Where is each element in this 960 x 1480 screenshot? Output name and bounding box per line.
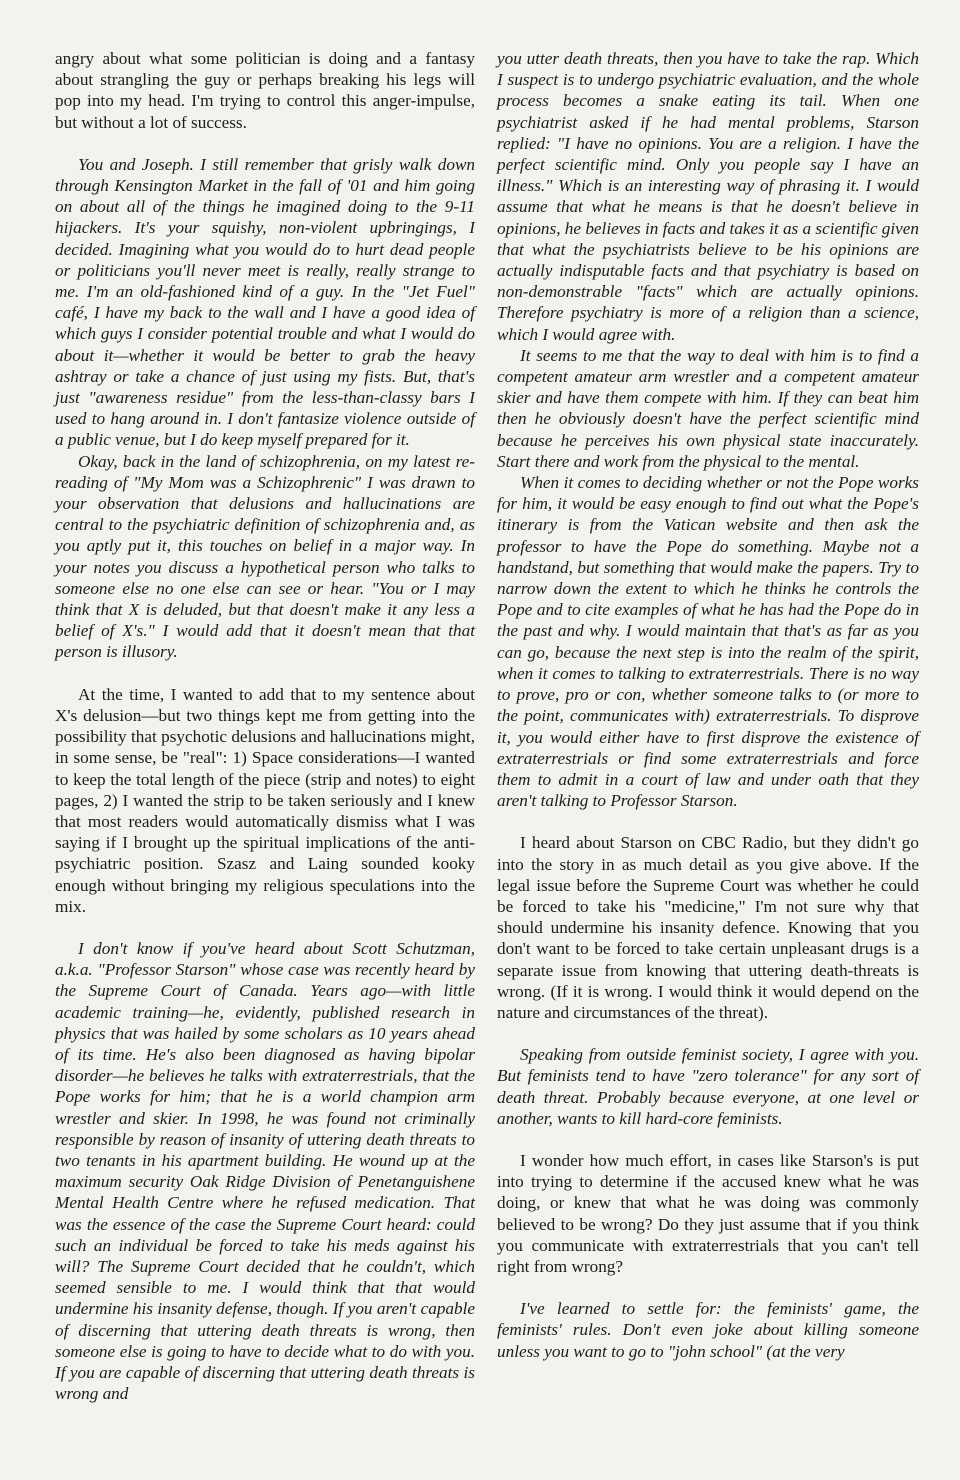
paragraph-gap [497,1277,919,1298]
paragraph-gap [55,133,475,154]
paragraph: angry about what some politician is doing and a fantasy about strangling the guy or perhaps breaking his legs will pop into my head. I'm trying to control this anger-impulse, but without a lot of success. [55,49,475,132]
paragraph: you utter death threats, then you have to take the rap. Which I suspect is to undergo psychiatric evaluation, and the whole process becomes a snake eating its tail. When one psychiatrist asked if he had mental problems, Starson replied: "I have no opinions. You are a religion. I have the perfect scientific mind. Only you people say I have an illness." Which is an interesting way of phrasing it. I would assume that what he means is that he doesn't believe in opinions, he believes in facts and takes it as a scientific given that what the psychiatrists believe to be his opinions are actually indisputable facts and that psychiatry is based on non-demonstrable "facts" which are actually opinions. Therefore psychiatry is more of a religion than a science, which I would agree with. [497,49,919,344]
right-column [497,48,919,1362]
paragraph: You and Joseph. I still remember that grisly walk down through Kensington Market in the fall of '01 and him going on about all of the things he imagined doing to the 9-11 hijackers. It's your squishy, non-violent upbringings, I decided. Imagining what you would do to hurt dead people or politicians you'll never meet is really, really strange to me. I'm an old-fashioned kind of a guy. In the "Jet Fuel" café, I have my back to the wall and I have a good idea of which guys I consider potential trouble and what I would do about it—whether it would be better to grab the heavy ashtray or take a chance of just using my fists. But, that's just "awareness residue" from the less-than-classy bars I used to hang around in. I don't fantasize violence outside of a public venue, but I do keep myself prepared for it. [55,154,475,450]
left-column [55,48,475,1404]
paragraph: I wonder how much effort, in cases like Starson's is put into trying to determine if the accused knew what he was doing, or knew that what he was doing was commonly believed to be wrong? Do they just assume that if you think you communicate with extraterrestrials that you can't tell right from wrong? [497,1150,919,1276]
paragraph: I don't know if you've heard about Scott Schutzman, a.k.a. "Professor Starson" whose case was recently heard by the Supreme Court of Canada. Years ago—with little academic training—he, evidently, published research in physics that was hailed by some scholars as 10 years ahead of its time. He's also been diagnosed as having bipolar disorder—he believes he talks with extraterrestrials, that the Pope works for him; that he is a world champion arm wrestler and skier. In 1998, he was found not criminally responsible by reason of insanity of uttering death threats to two tenants in his apartment building. He wound up at the maximum security Oak Ridge Division of Penetanguishene Mental Health Centre where he refused medication. That was the essence of the case the Supreme Court heard: could such an individual be forced to take his meds against his will? The Supreme Court decided that he couldn't, which seemed sensible to me. I would think that that would undermine his insanity defense, though. If you aren't capable of discerning that uttering death threats is wrong, then someone else is going to have to decide what to do with you. If you are capable of discerning that uttering death threats is wrong and [55,938,475,1404]
paragraph-gap [55,663,475,684]
paragraph-gap [497,1023,919,1044]
paragraph-gap [497,811,919,832]
paragraph-gap [497,1129,919,1150]
paragraph: I heard about Starson on CBC Radio, but they didn't go into the story in as much detail as you give above. If the legal issue before the Supreme Court was whether he could be forced to take his "medicine," I'm not sure why that should undermine his insanity defence. Knowing that you don't want to be forced to take certain unpleasant drugs is a separate issue from knowing that uttering death-threats is wrong. (If it is wrong. I would think it would depend on the nature and circumstances of the threat). [497,833,919,1022]
paragraph-gap [55,917,475,938]
paragraph: When it comes to deciding whether or not the Pope works for him, it would be easy enough to find out what the Pope's itinerary is from the Vatican website and then ask the professor to have the Pope do something. Maybe not a handstand, but something that would make the papers. Try to narrow down the extent to which he thinks he controls the Pope and to cite examples of what he has had the Pope do in the past and why. I would maintain that that's as far as you can go, because the next step is into the realm of the spirit, when it comes to talking to extraterrestrials. There is no way to prove, pro or con, whether someone talks to (or more to the point, communicates with) extraterrestrials. To disprove it, you would either have to first disprove the existence of extraterrestrials or find some extraterrestrials and force them to admit in a court of law and under oath that they aren't talking to Professor Starson. [497,473,919,811]
paragraph: It seems to me that the way to deal with him is to find a competent amateur arm wrestler and a competent amateur skier and have them compete with him. If they can beat him then he obviously doesn't have the perfect scientific mind because he perceives his own physical state inaccurately. Start there and work from the physical to the mental. [497,345,919,471]
paragraph: I've learned to settle for: the feminists' game, the feminists' rules. Don't even joke about killing someone unless you want to go to "john school" (at the very [497,1299,919,1361]
paragraph: At the time, I wanted to add that to my sentence about X's delusion—but two things kept me from getting into the possibility that psychotic delusions and hallucinations might, in some sense, be "real": 1) Space considerations—I wanted to keep the total length of the piece (strip and notes) to eight pages, 2) I wanted the strip to be taken seriously and I knew that most readers would automatically dismiss what I was saying if I brought up the spiritual implications of the anti-psychiatric position. Szasz and Laing sounded kooky enough without bringing my religious speculations into the mix. [55,684,475,916]
paragraph: Speaking from outside feminist society, I agree with you. But feminists tend to have "zero tolerance" for any sort of death threat. Probably because everyone, at one level or another, wants to kill hard-core feminists. [497,1045,919,1128]
paragraph: Okay, back in the land of schizophrenia, on my latest re-reading of "My Mom was a Schizophrenic" I was drawn to your observation that delusions and hallucinations are central to the psychiatric definition of schizophrenia and, as you aptly put it, this touches on belief in a major way. In your notes you discuss a hypothetical person who talks to someone else no one else can see or hear. "You or I may think that X is deluded, but that doesn't make it any less a belief of X's." I would add that it doesn't mean that that person is illusory. [55,451,475,662]
